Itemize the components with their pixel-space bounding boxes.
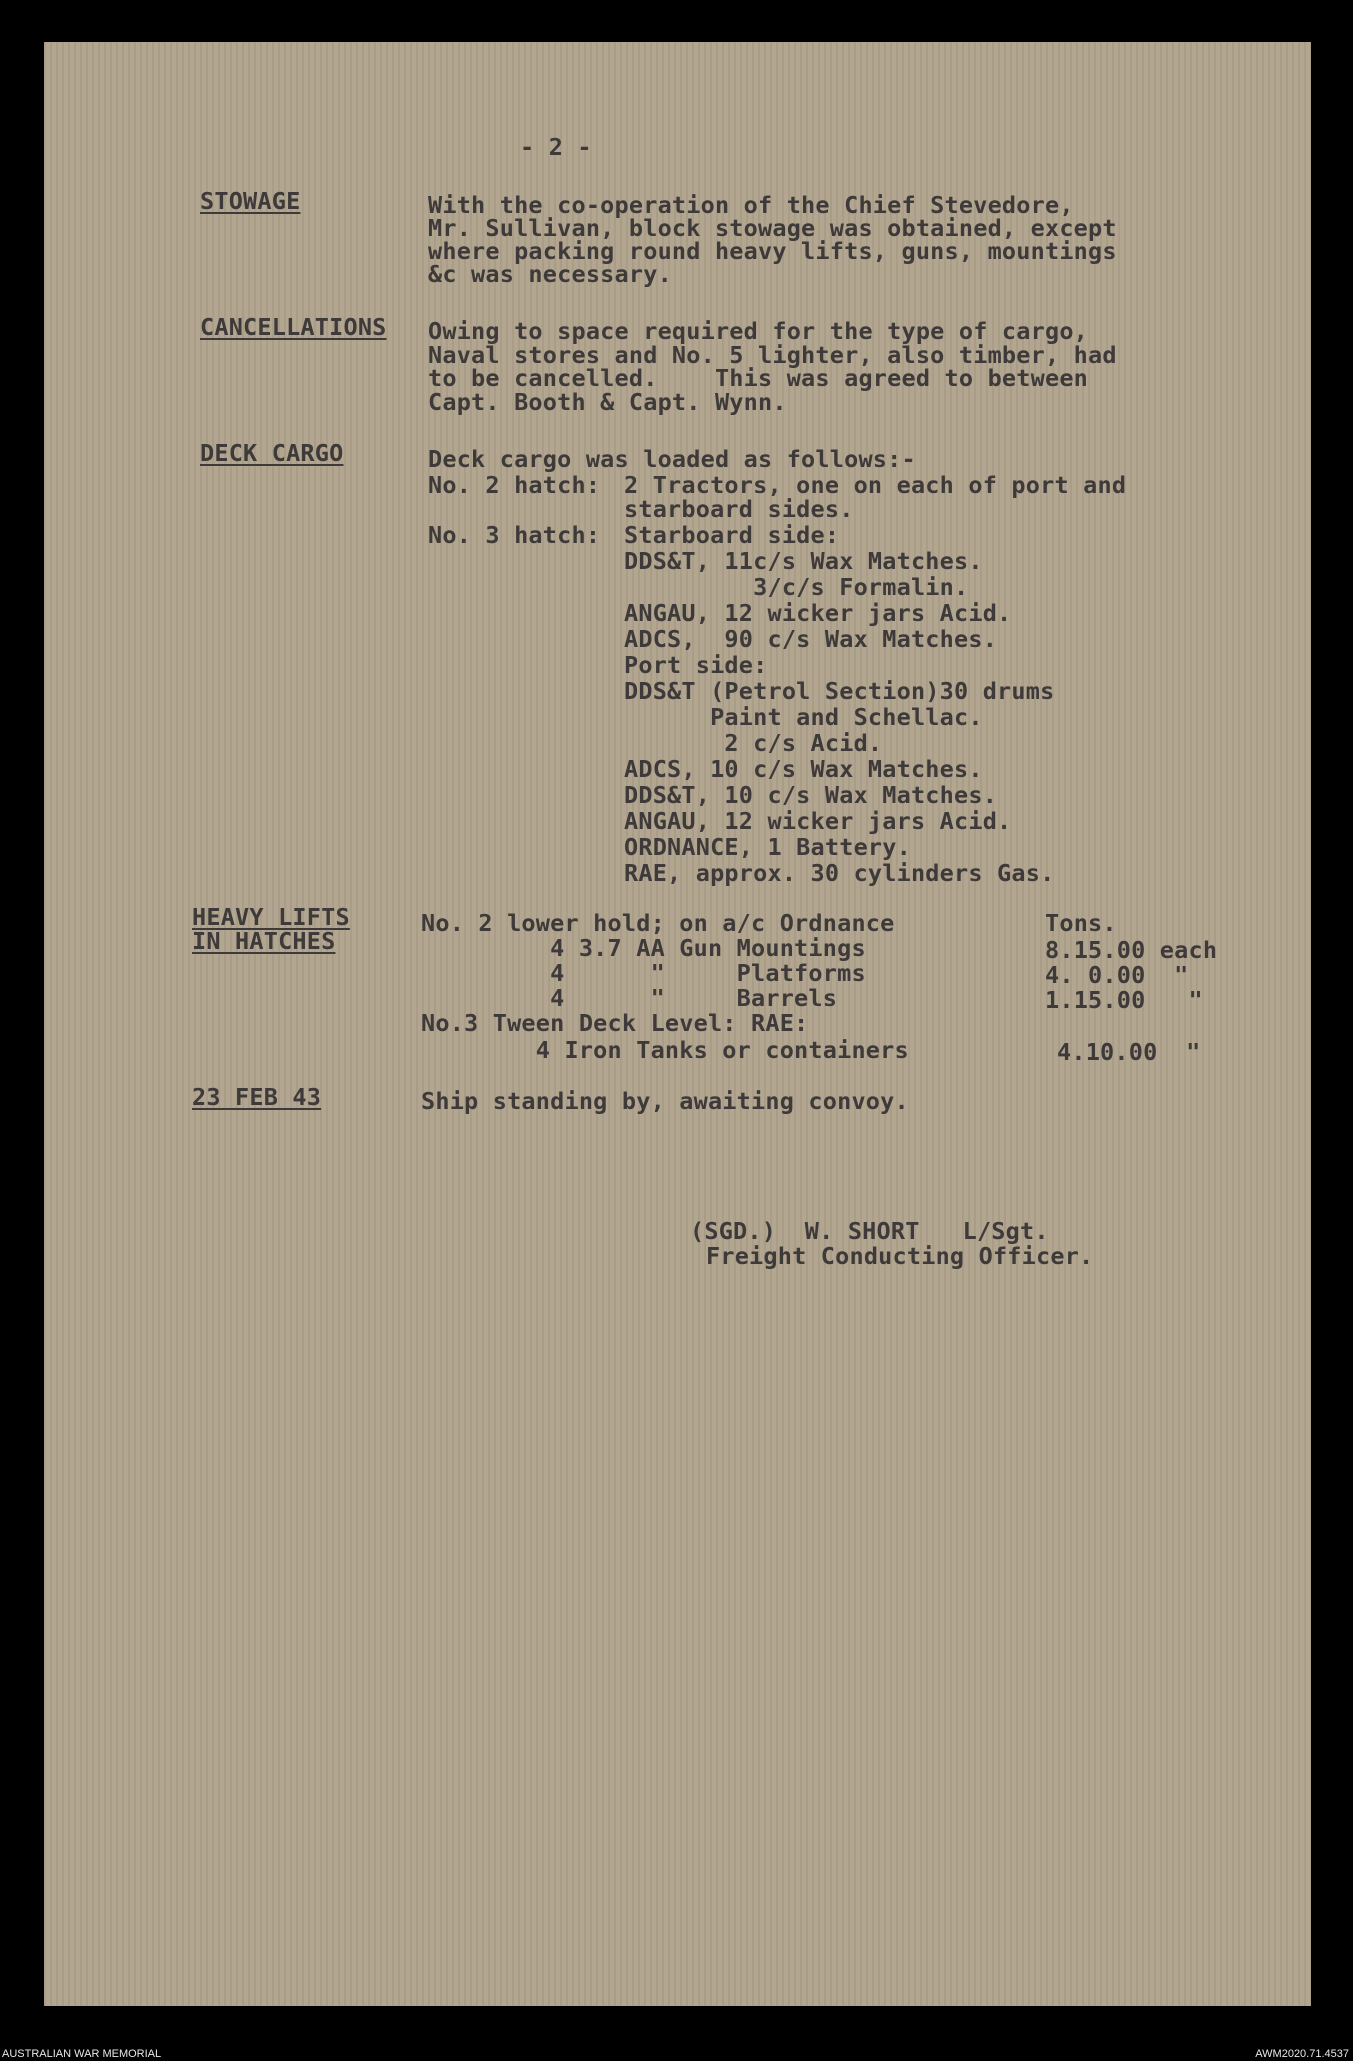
stowage-heading: STOWAGE (200, 187, 301, 215)
cargo-item: ORDNANCE, 1 Battery. (624, 833, 911, 861)
heavy-lift-value: 8.15.00 each (1045, 936, 1218, 964)
hatch-2-label: No. 2 hatch: (428, 471, 601, 499)
cargo-item: 3/c/s Formalin. (624, 573, 969, 601)
heavy-lift-desc: 4 " Barrels (421, 984, 838, 1012)
cargo-item: ADCS, 10 c/s Wax Matches. (624, 755, 983, 783)
heavy-lift-value: 4.10.00 " (1057, 1038, 1201, 1066)
cancellations-line: Naval stores and No. 5 lighter, also timber, had (428, 341, 1117, 369)
date-entry-text: Ship standing by, awaiting convoy. (421, 1087, 909, 1115)
cancellations-line: Owing to space required for the type of cargo, (428, 317, 1089, 345)
cargo-item: DDS&T (Petrol Section)30 drums (624, 677, 1055, 705)
page-number: - 2 - (520, 133, 592, 161)
footer-right: AWM2020.71.4537 (1255, 2048, 1349, 2060)
footer-left: AUSTRALIAN WAR MEMORIAL (2, 2048, 162, 2060)
cargo-item: DDS&T, 11c/s Wax Matches. (624, 547, 983, 575)
heavy-lift-desc: 4 3.7 AA Gun Mountings (421, 934, 866, 962)
heavy-lift-value: 1.15.00 " (1045, 986, 1203, 1014)
date-entry-date: 23 FEB 43 (192, 1083, 322, 1111)
cargo-item: Paint and Schellac. (624, 703, 983, 731)
cargo-item: 2 c/s Acid. (624, 729, 883, 757)
stowage-line: &c was necessary. (428, 260, 672, 288)
hatch-3-label: No. 3 hatch: (428, 521, 601, 549)
deck-cargo-intro: Deck cargo was loaded as follows:- (428, 445, 916, 473)
cancellations-line: to be cancelled. This was agreed to between (428, 364, 1089, 392)
cancellations-heading: CANCELLATIONS (200, 313, 387, 341)
heavy-lifts-heading: HEAVY LIFTS (192, 903, 350, 931)
cargo-item: RAE, approx. 30 cylinders Gas. (624, 859, 1055, 887)
cargo-item: ANGAU, 12 wicker jars Acid. (624, 599, 1012, 627)
heavy-lift-desc: No. 2 lower hold; on a/c Ordnance (421, 909, 895, 937)
hatch-2-line: 2 Tractors, one on each of port and (624, 471, 1127, 499)
signature-line: (SGD.) W. SHORT L/Sgt. (690, 1217, 1049, 1245)
starboard-side-label: Starboard side: (624, 521, 840, 549)
heavy-lift-value: 4. 0.00 " (1045, 961, 1189, 989)
hatch-2-line: starboard sides. (624, 495, 854, 523)
signature-title: Freight Conducting Officer. (706, 1242, 1094, 1270)
cargo-item: DDS&T, 10 c/s Wax Matches. (624, 781, 998, 809)
heavy-lifts-heading: IN HATCHES (192, 927, 336, 955)
stowage-line: With the co-operation of the Chief Stevedore, (428, 191, 1074, 219)
stowage-line: Mr. Sullivan, block stowage was obtained, except (428, 214, 1117, 242)
port-side-label: Port side: (624, 651, 768, 679)
heavy-lift-value: Tons. (1045, 909, 1117, 937)
heavy-lift-desc: 4 " Platforms (421, 959, 866, 987)
heavy-lift-desc: No.3 Tween Deck Level: RAE: (421, 1009, 809, 1037)
cargo-item: ADCS, 90 c/s Wax Matches. (624, 625, 998, 653)
heavy-lift-desc: 4 Iron Tanks or containers (421, 1036, 909, 1064)
deck-cargo-heading: DECK CARGO (200, 439, 344, 467)
cancellations-line: Capt. Booth & Capt. Wynn. (428, 388, 787, 416)
cargo-item: ANGAU, 12 wicker jars Acid. (624, 807, 1012, 835)
stowage-line: where packing round heavy lifts, guns, mountings (428, 237, 1117, 265)
